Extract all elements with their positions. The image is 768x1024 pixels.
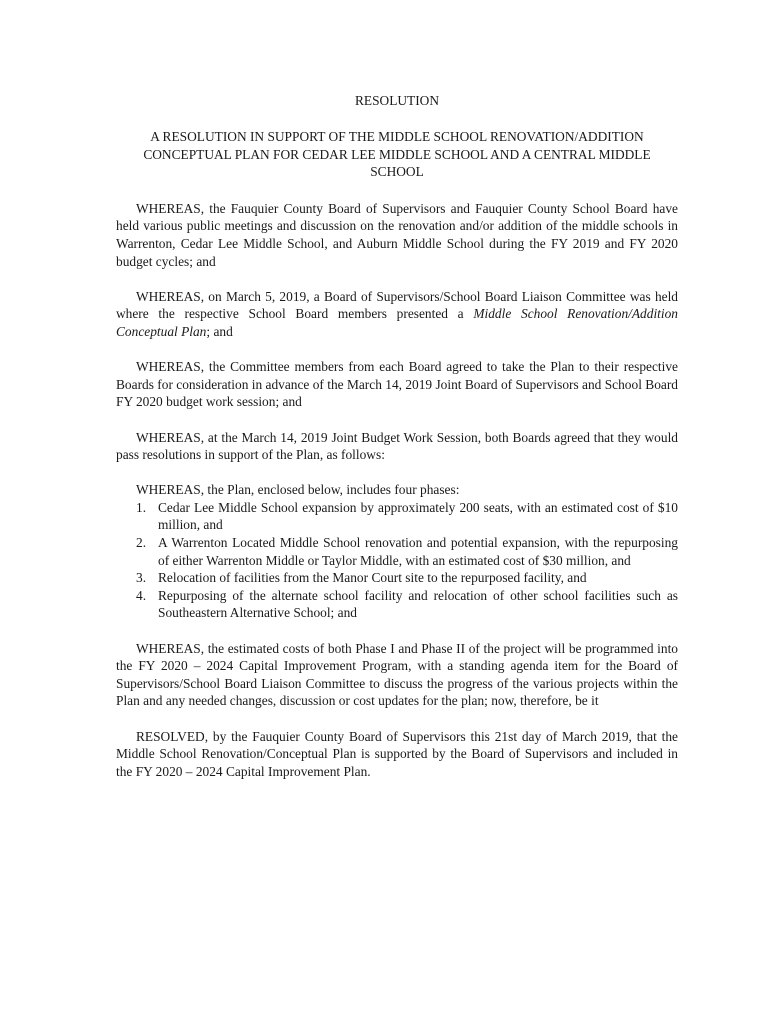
phase-number: 1. bbox=[136, 499, 147, 515]
phases-list bbox=[116, 499, 678, 622]
phase-text: Relocation of facilities from the Manor Court site to the repurposed facility, and bbox=[158, 570, 587, 586]
plan-title-italic: Middle School Renovation/Addition Conceptual Plan bbox=[116, 306, 678, 339]
phase-number: 3. bbox=[136, 570, 147, 586]
whereas-paragraph-3: WHEREAS, the Committee members from each Board agreed to take the Plan to their respective Boards for consideration in advance of the March 14, 2019 Joint Board of Supervisors and School Board FY 2020 budget work session; and bbox=[116, 359, 678, 410]
document-title: RESOLUTION bbox=[354, 93, 440, 108]
resolved-paragraph: RESOLVED, by the Fauquier County Board of Supervisors this 21st day of March 2019, that the Middle School Renovation/Conceptual Plan is supported by the Board of Supervisors and included in the FY 2020 – 2024 Capital Improvement Plan. bbox=[116, 728, 678, 779]
phase-item bbox=[116, 569, 678, 587]
phase-text: Cedar Lee Middle School expansion by approximately 200 seats, with an estimated cost of $10 million, and bbox=[158, 499, 678, 533]
resolution-page bbox=[116, 92, 678, 780]
whereas-paragraph-2 bbox=[116, 288, 678, 341]
document-subtitle: A RESOLUTION IN SUPPORT OF THE MIDDLE SCHOOL RENOVATION/ADDITION CONCEPTUAL PLAN FOR CEDAR LEE MIDDLE SCHOOL AND A CENTRAL MIDDLE SCHOOL bbox=[143, 129, 651, 180]
whereas-paragraph-2-end: ; and bbox=[206, 323, 233, 339]
phase-text: A Warrenton Located Middle School renovation and potential expansion, with the repurposing of either Warrenton Middle or Taylor Middle, with an estimated cost of $30 million, and bbox=[158, 535, 678, 568]
phase-item bbox=[116, 534, 678, 569]
whereas-paragraph-1: WHEREAS, the Fauquier County Board of Supervisors and Fauquier County School Board have held various public meetings and discussion on the renovation and/or addition of the middle schools in Warrenton, Cedar Lee Middle School, and Auburn Middle School during the FY 2019 and FY 2020 budget cycles; and bbox=[116, 200, 678, 269]
phase-item bbox=[116, 499, 678, 534]
whereas-paragraph-2-text: WHEREAS, on March 5, 2019, a Board of Supervisors/School Board Liaison Committee was held where the respective School Board members presented a bbox=[116, 288, 678, 322]
whereas-paragraph-4: WHEREAS, at the March 14, 2019 Joint Budget Work Session, both Boards agreed that they would pass resolutions in support of the Plan, as follows: bbox=[116, 429, 678, 463]
phase-number: 2. bbox=[136, 535, 147, 551]
phase-number: 4. bbox=[136, 587, 147, 603]
whereas-paragraph-5: WHEREAS, the estimated costs of both Phase I and Phase II of the project will be programmed into the FY 2020 – 2024 Capital Improvement Program, with a standing agenda item for the Board of Supervisors/School Board Liaison Committee to discuss the progress of the various projects within the Plan and any needed changes, discussion or cost updates for the plan; now, therefore, be it bbox=[116, 640, 678, 709]
phase-text: Repurposing of the alternate school facility and relocation of other school facilities such as Southeastern Alternative School; and bbox=[158, 587, 678, 621]
phases-intro: WHEREAS, the Plan, enclosed below, includes four phases: bbox=[136, 482, 460, 498]
phase-item bbox=[116, 587, 678, 622]
